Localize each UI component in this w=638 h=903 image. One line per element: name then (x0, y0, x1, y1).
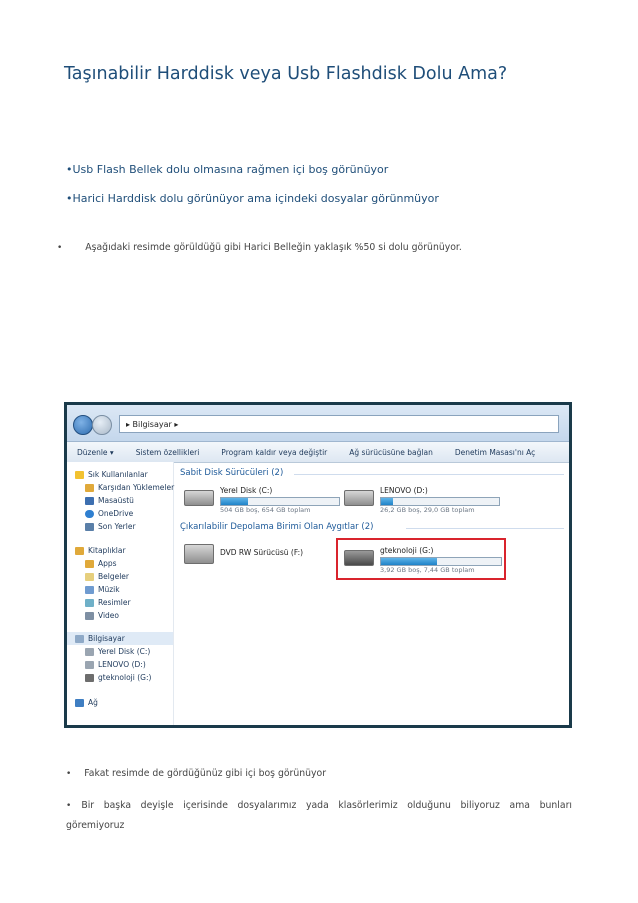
toolbar-map-network: Ağ sürücüsüne bağlan (349, 447, 433, 457)
sidebar-network: Ağ (75, 698, 98, 707)
section-hard-disks: Sabit Disk Sürücüleri (2) (180, 468, 284, 478)
back-icon (73, 415, 93, 435)
computer-icon (75, 635, 84, 643)
toolbar-control-panel: Denetim Masası'nı Aç (454, 447, 536, 457)
sidebar-item-onedrive: OneDrive (85, 509, 133, 518)
sidebar-item-recent: Son Yerler (85, 522, 136, 531)
pictures-icon (85, 599, 94, 607)
divider (406, 528, 564, 529)
music-icon (85, 586, 94, 594)
bullet-dot: • (66, 769, 72, 779)
sidebar-computer: Bilgisayar (75, 634, 125, 643)
address-bar-area (67, 405, 569, 442)
drive-d-usage-fill (381, 498, 393, 505)
sidebar-item-drive-g: gteknoloji (G:) (85, 673, 151, 682)
drive-c-usage-fill (221, 498, 248, 505)
drive-icon (184, 490, 214, 506)
star-icon (75, 471, 84, 479)
folder-icon (85, 484, 94, 492)
toolbar-uninstall: Program kaldır veya değiştir (221, 447, 328, 457)
paragraph-2-text: Fakat resimde de gördüğünüz gibi içi boş görünüyor (84, 768, 327, 779)
network-icon (75, 699, 84, 707)
sidebar-item-downloads: Karşıdan Yüklemeler (85, 483, 174, 492)
paragraph-3 (66, 796, 572, 835)
drive-icon (344, 490, 374, 506)
desktop-icon (85, 497, 94, 505)
bullet-dot: • (66, 801, 72, 811)
sidebar-item-drive-c: Yerel Disk (C:) (85, 647, 150, 656)
bullet-usb: •Usb Flash Bellek dolu olmasına rağmen içi boş görünüyor (66, 163, 389, 176)
section-removable: Çıkarılabilir Depolama Birimi Olan Aygıtlar (2) (180, 522, 374, 532)
paragraph-1 (57, 242, 462, 253)
sidebar-item-documents: Belgeler (85, 572, 129, 581)
video-icon (85, 612, 94, 620)
drive-c-usage-bar (220, 497, 340, 506)
usb-drive-icon (85, 674, 94, 682)
forward-icon (92, 415, 112, 435)
paragraph-1-text: Aşağıdaki resimde görüldüğü gibi Harici Belleğin yaklaşık %50 si dolu görünüyor. (85, 242, 462, 253)
address-box: ▸ Bilgisayar ▸ (119, 415, 559, 433)
bullet-harddisk: •Harici Harddisk dolu görünüyor ama içindeki dosyalar görünmüyor (66, 192, 439, 205)
paragraph-2 (66, 768, 326, 779)
folder-icon (85, 560, 94, 568)
sidebar-item-apps: Apps (85, 559, 117, 568)
divider (294, 474, 564, 475)
explorer-main: Sabit Disk Sürücüleri (2) Yerel Disk (C:) 504 GB boş, 654 GB toplam LENOVO (D:) 26,2 GB boş, 29,0 GB toplam Çıkarılabilir Depolama Birimi Olan Aygıtlar (2) DVD RW Sürücüsü (F:) gteknoloji (G:) 3,92 GB boş, 7,44 GB toplam (174, 462, 569, 725)
sidebar-item-desktop: Masaüstü (85, 496, 134, 505)
toolbar-system-properties: Sistem özellikleri (135, 447, 200, 457)
cloud-icon (85, 510, 94, 518)
documents-icon (85, 573, 94, 581)
drive-icon (85, 648, 94, 656)
sidebar-item-video: Video (85, 611, 119, 620)
highlight-box (336, 538, 506, 580)
sidebar-item-pictures: Resimler (85, 598, 131, 607)
drive-icon (85, 661, 94, 669)
dvd-drive-icon (184, 544, 214, 564)
sidebar-favorites: Sık Kullanılanlar (75, 470, 148, 479)
page-title: Taşınabilir Harddisk veya Usb Flashdisk Dolu Ama? (64, 64, 508, 84)
explorer-sidebar (67, 462, 174, 725)
explorer-screenshot (64, 402, 572, 728)
drive-d-usage-bar (380, 497, 500, 506)
recent-icon (85, 523, 94, 531)
bullet-dot: • (57, 243, 63, 253)
explorer-toolbar (67, 442, 569, 463)
library-icon (75, 547, 84, 555)
sidebar-item-drive-d: LENOVO (D:) (85, 660, 146, 669)
paragraph-3-text: Bir başka deyişle içerisinde dosyalarımız yada klasörlerimiz olduğunu biliyoruz ama bunları göremiyoruz (66, 800, 572, 831)
sidebar-item-music: Müzik (85, 585, 120, 594)
sidebar-libraries: Kitaplıklar (75, 546, 126, 555)
toolbar-organize: Düzenle ▾ (77, 447, 114, 457)
